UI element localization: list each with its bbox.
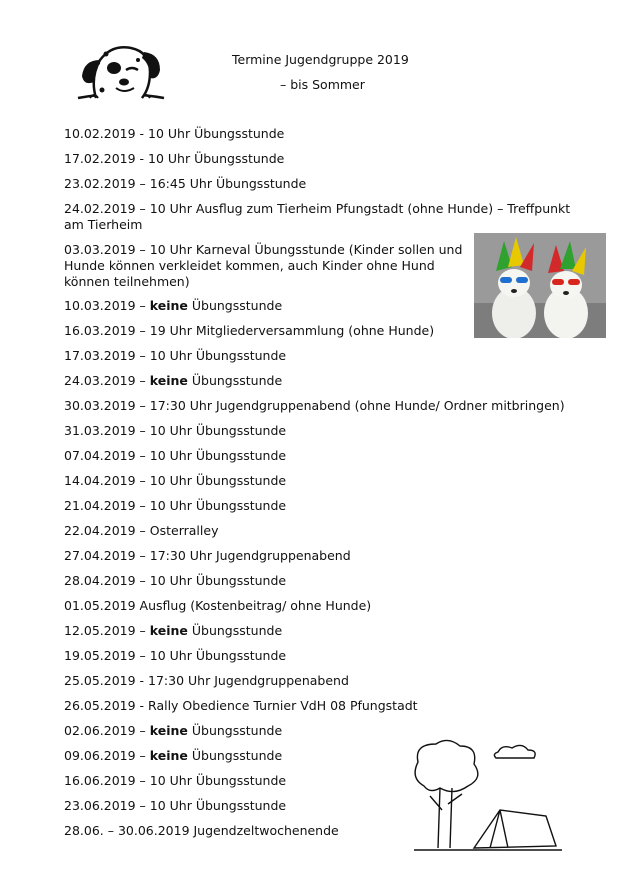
list-item: 02.06.2019 – keine Übungsstunde bbox=[64, 723, 283, 738]
list-item: 23.06.2019 – 10 Uhr Übungsstunde bbox=[64, 798, 287, 813]
list-item: 30.03.2019 – 17:30 Uhr Jugendgruppenabend (ohne Hunde/ Ordner mitbringen) bbox=[64, 398, 565, 413]
list-item: 27.04.2019 – 17:30 Uhr Jugendgruppenabend bbox=[64, 548, 351, 563]
list-item: 03.03.2019 – 10 Uhr Karneval Übungsstunde (Kinder sollen und Hunde können verkleidet kommen, auch Kinder ohne Hund können teilnehmen) bbox=[64, 242, 463, 289]
list-item: 31.03.2019 – 10 Uhr Übungsstunde bbox=[64, 423, 287, 438]
carnival-dogs-photo bbox=[474, 233, 606, 338]
list-item: 28.04.2019 – 10 Uhr Übungsstunde bbox=[64, 573, 287, 588]
list-item: 10.03.2019 – keine Übungsstunde bbox=[64, 298, 283, 313]
list-item: 21.04.2019 – 10 Uhr Übungsstunde bbox=[64, 498, 287, 513]
list-item: 19.05.2019 – 10 Uhr Übungsstunde bbox=[64, 648, 287, 663]
list-item: 24.02.2019 – 10 Uhr Ausflug zum Tierheim Pfungstadt (ohne Hunde) – Treffpunkt am Tierheim bbox=[64, 201, 571, 232]
list-item: 09.06.2019 – keine Übungsstunde bbox=[64, 748, 283, 763]
list-item: 24.03.2019 – keine Übungsstunde bbox=[64, 373, 283, 388]
list-item: 23.02.2019 – 16:45 Uhr Übungsstunde bbox=[64, 176, 307, 191]
list-item: 16.06.2019 – 10 Uhr Übungsstunde bbox=[64, 773, 287, 788]
document-title: Termine Jugendgruppe 2019 bbox=[232, 52, 409, 67]
list-item: 28.06. – 30.06.2019 Jugendzeltwochenende bbox=[64, 823, 339, 838]
list-item: 01.05.2019 Ausflug (Kostenbeitrag/ ohne Hunde) bbox=[64, 598, 372, 613]
list-item: 16.03.2019 – 19 Uhr Mitgliederversammlung (ohne Hunde) bbox=[64, 323, 435, 338]
document-subtitle: – bis Sommer bbox=[280, 77, 365, 92]
list-item: 10.02.2019 - 10 Uhr Übungsstunde bbox=[64, 126, 285, 141]
list-item: 14.04.2019 – 10 Uhr Übungsstunde bbox=[64, 473, 287, 488]
tree-and-tent-illustration bbox=[404, 738, 564, 858]
list-item: 26.05.2019 - Rally Obedience Turnier VdH 08 Pfungstadt bbox=[64, 698, 418, 713]
list-item: 07.04.2019 – 10 Uhr Übungsstunde bbox=[64, 448, 287, 463]
list-item: 17.02.2019 - 10 Uhr Übungsstunde bbox=[64, 151, 285, 166]
list-item: 25.05.2019 - 17:30 Uhr Jugendgruppenabend bbox=[64, 673, 349, 688]
dalmatian-puppy-icon bbox=[76, 38, 166, 104]
list-item: 12.05.2019 – keine Übungsstunde bbox=[64, 623, 283, 638]
list-item: 17.03.2019 – 10 Uhr Übungsstunde bbox=[64, 348, 287, 363]
list-item: 22.04.2019 – Osterralley bbox=[64, 523, 219, 538]
